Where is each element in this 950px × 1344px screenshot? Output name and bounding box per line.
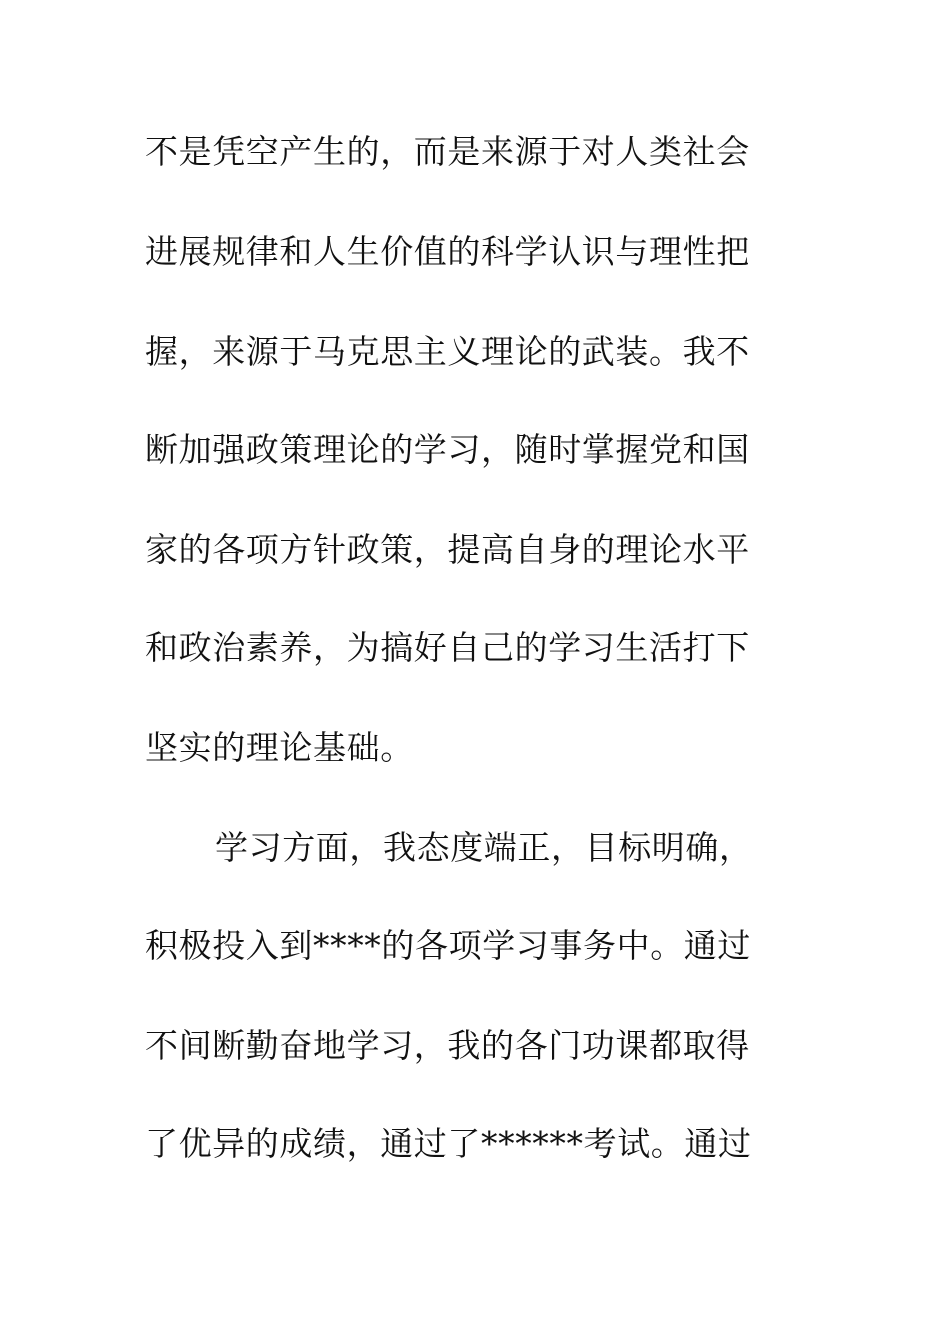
text-line: 了优异的成绩，通过了******考试。通过 bbox=[145, 1124, 752, 1163]
text-line: 学习方面，我态度端正，目标明确， bbox=[215, 828, 753, 867]
text-line: 积极投入到****的各项学习事务中。通过 bbox=[145, 926, 751, 965]
text-line: 断加强政策理论的学习，随时掌握党和国 bbox=[145, 430, 750, 469]
text-line: 家的各项方针政策，提高自身的理论水平 bbox=[145, 530, 750, 569]
text-line: 坚实的理论基础。 bbox=[145, 728, 414, 767]
text-line: 和政治素养，为搞好自己的学习生活打下 bbox=[145, 628, 750, 667]
text-line: 进展规律和人生价值的科学认识与理性把 bbox=[145, 232, 750, 271]
text-line: 不间断勤奋地学习，我的各门功课都取得 bbox=[145, 1026, 750, 1065]
text-line: 不是凭空产生的，而是来源于对人类社会 bbox=[145, 132, 750, 171]
text-line: 握，来源于马克思主义理论的武装。我不 bbox=[145, 332, 750, 371]
